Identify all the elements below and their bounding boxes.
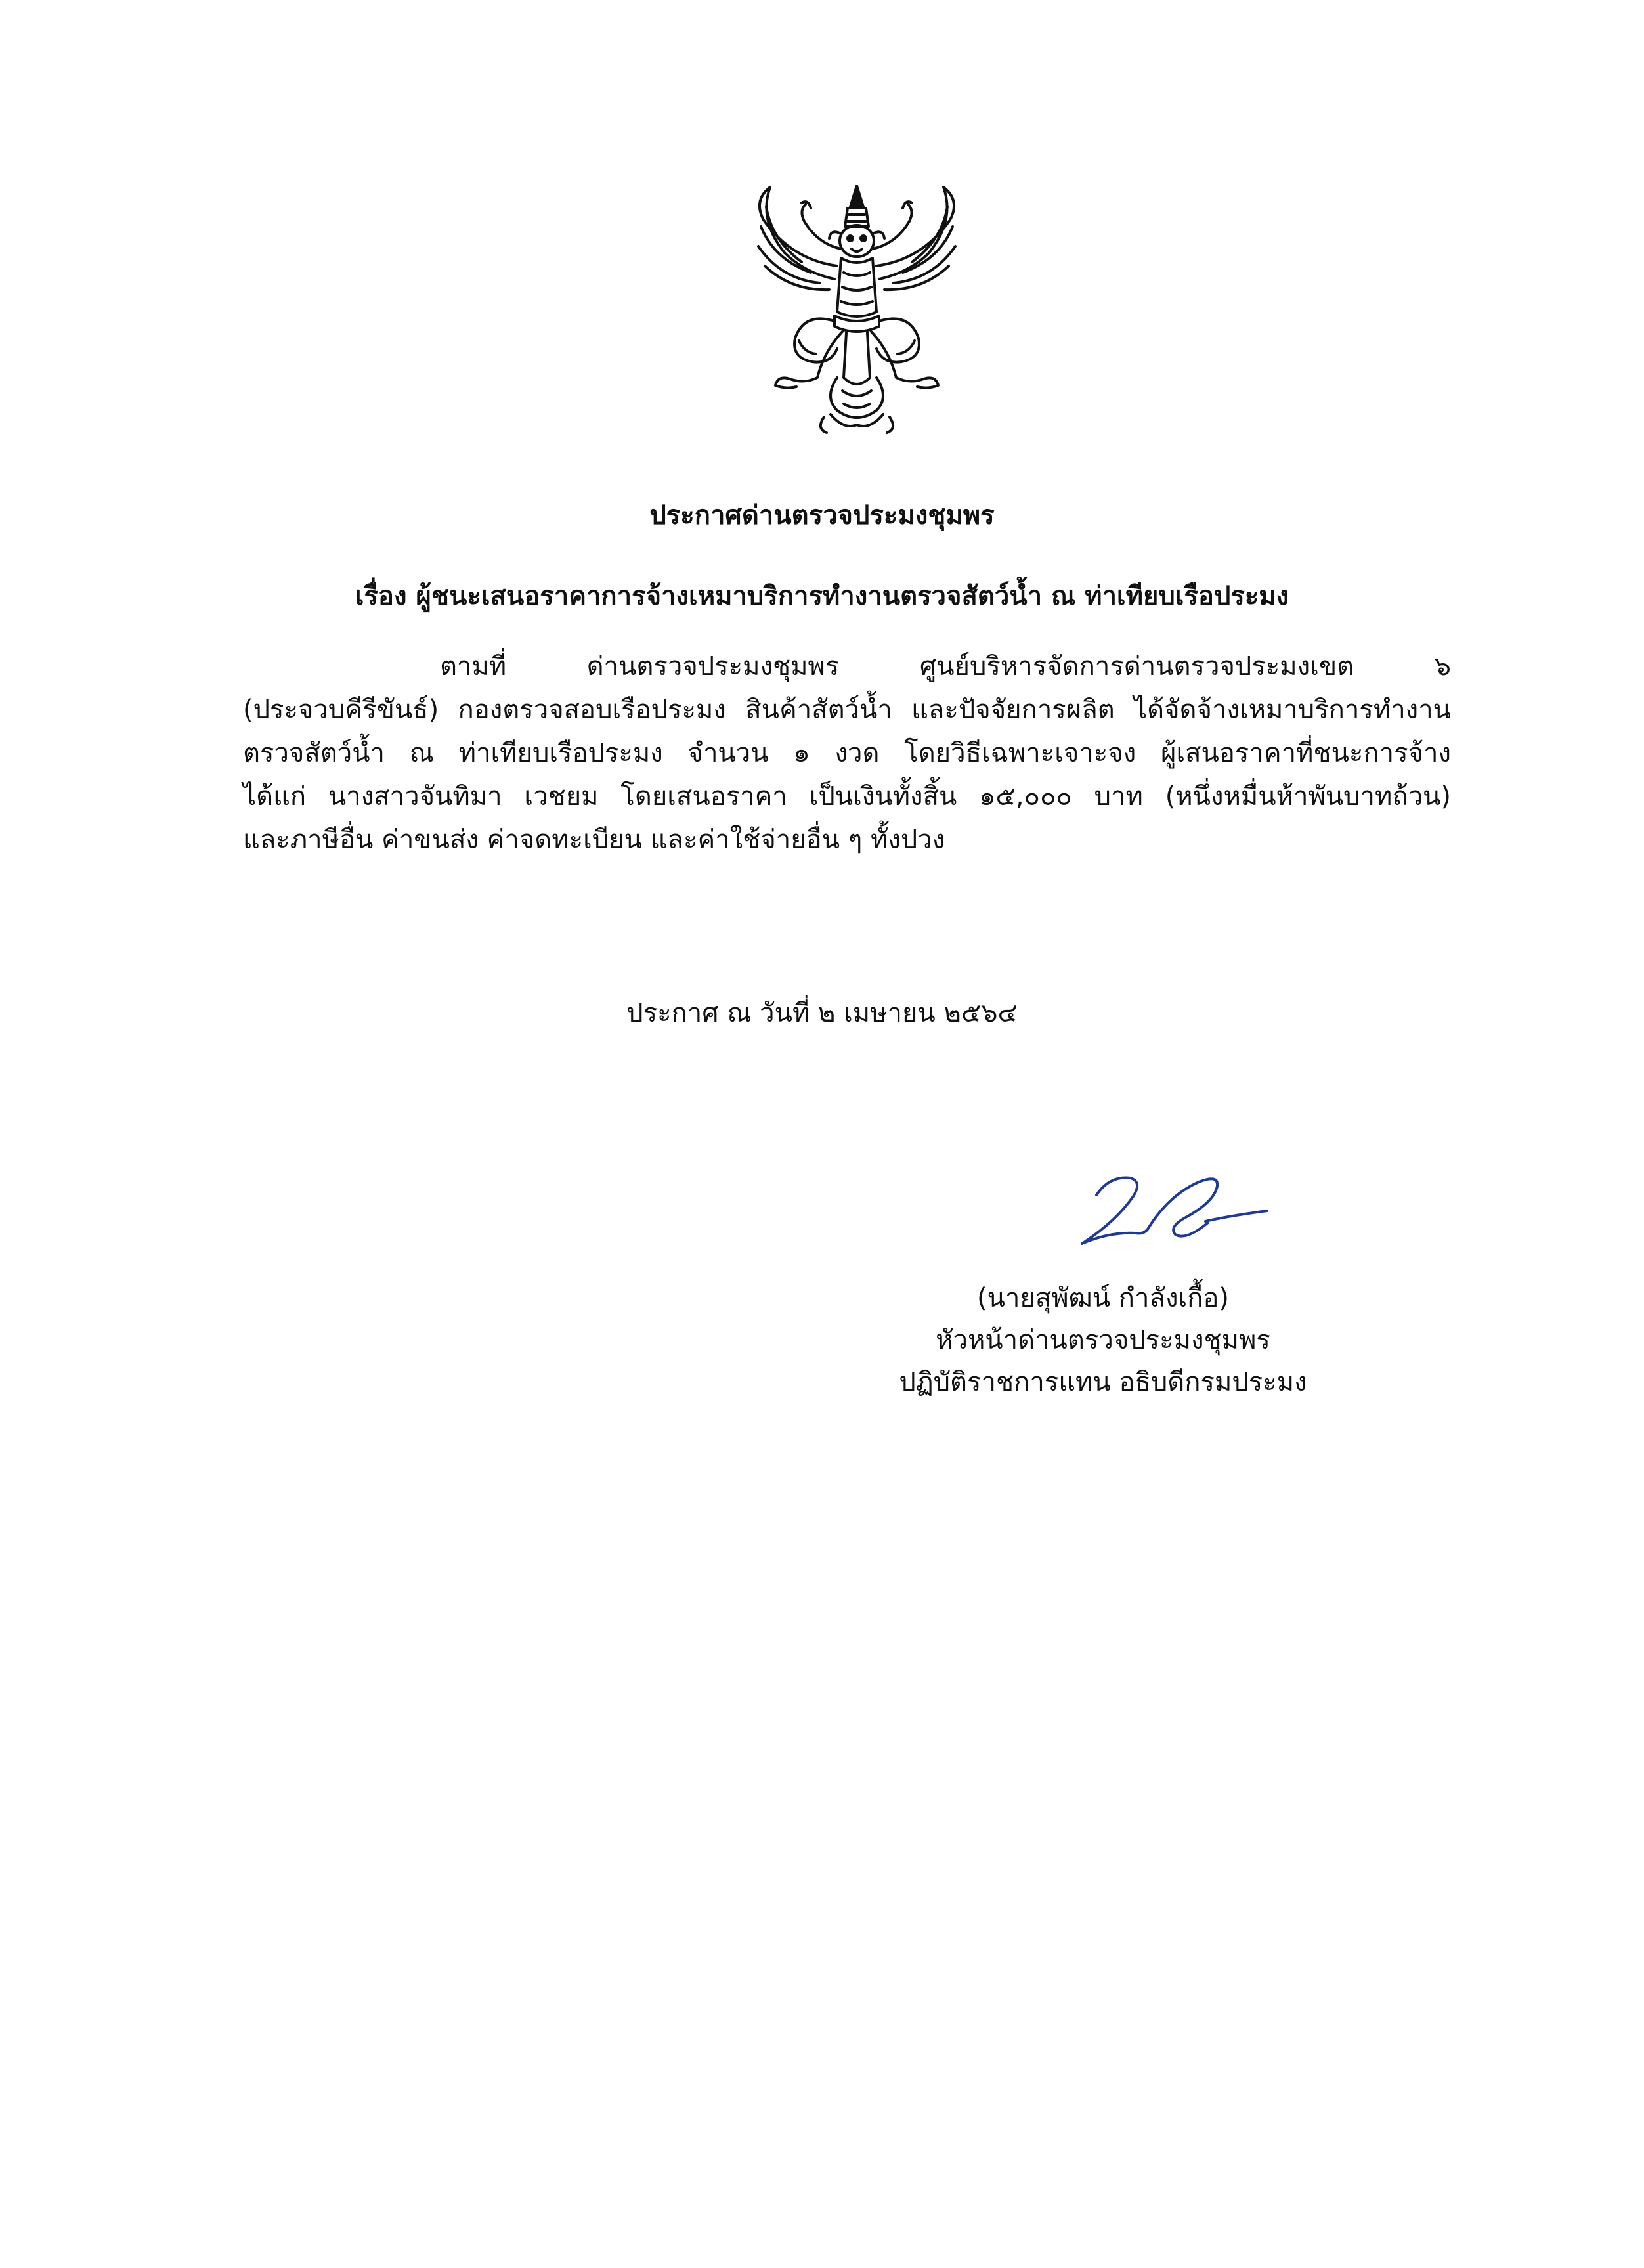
- announcement-date: ประกาศ ณ วันที่ ๒ เมษายน ๒๕๖๔: [626, 998, 1018, 1028]
- body-line: (ประจวบคีรีขันธ์) กองตรวจสอบเรือประมง สินค้าสัตว์น้ำ และปัจจัยการผลิต ได้จัดจ้างเหมาบริการทำงาน: [243, 695, 1451, 725]
- body-line: ได้แก่ นางสาวจันทิมา เวชยม โดยเสนอราคา เป็นเงินทั้งสิ้น ๑๕,๐๐๐ บาท (หนึ่งหมื่นห้าพันบาทถ้วน): [243, 781, 1451, 812]
- body-paragraph: [243, 645, 1451, 861]
- signer-acting-for: ปฏิบัติราชการแทน อธิบดีกรมประมง: [899, 1367, 1307, 1397]
- body-line: ตรวจสัตว์น้ำ ณ ท่าเทียบเรือประมง จำนวน ๑ งวด โดยวิธีเฉพาะเจาะจง ผู้เสนอราคาที่ชนะการจ้าง: [243, 738, 1451, 768]
- body-line: ตามที่ ด่านตรวจประมงชุมพร ศูนย์บริหารจัดการด่านตรวจประมงเขต ๖: [440, 651, 1451, 682]
- signer-block: [860, 1277, 1346, 1403]
- signer-position: หัวหน้าด่านตรวจประมงชุมพร: [936, 1325, 1270, 1355]
- document-title: ประกาศด่านตรวจประมงชุมพร: [649, 500, 995, 531]
- garuda-emblem-icon: [739, 181, 975, 437]
- document-subject: เรื่อง ผู้ชนะเสนอราคาการจ้างเหมาบริการทำงานตรวจสัตว์น้ำ ณ ท่าเทียบเรือประมง: [355, 581, 1289, 611]
- signer-name: (นายสุพัฒน์ กำลังเกื้อ): [976, 1283, 1230, 1313]
- body-line: และภาษีอื่น ค่าขนส่ง ค่าจดทะเบียน และค่าใช้จ่ายอื่น ๆ ทั้งปวง: [243, 825, 945, 855]
- handwritten-signature-icon: [1070, 1156, 1274, 1254]
